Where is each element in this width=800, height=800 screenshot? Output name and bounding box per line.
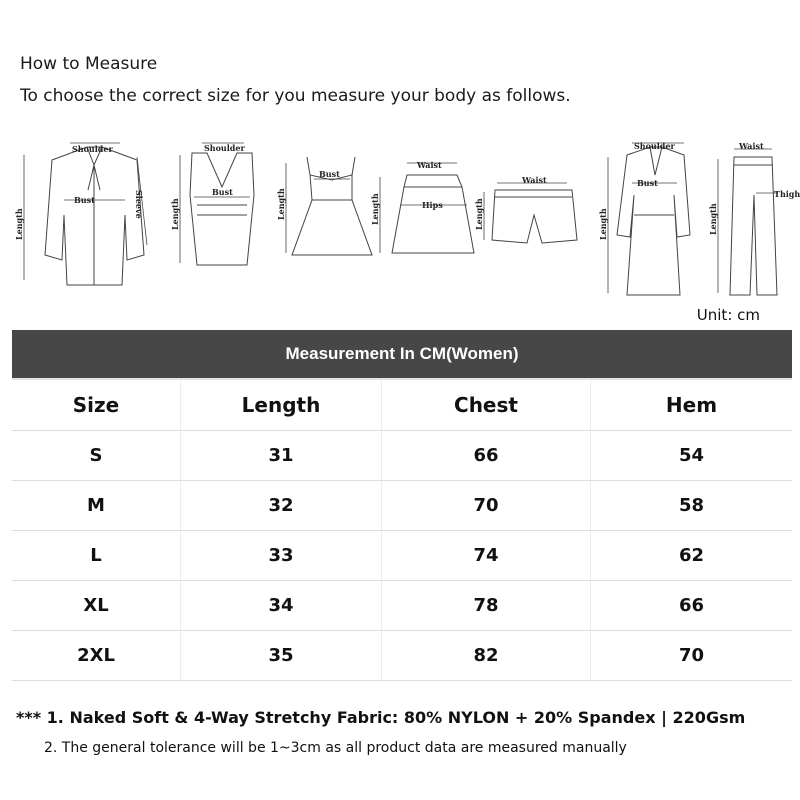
svg-text:Length: Length <box>170 198 180 230</box>
svg-text:Shoulder: Shoulder <box>204 143 245 153</box>
skirt-illustration <box>370 160 474 253</box>
length-cell: 32 <box>180 481 381 530</box>
svg-text:Bust: Bust <box>319 169 340 179</box>
size-cell: XL <box>83 595 109 616</box>
blouse-illustration <box>14 143 147 285</box>
svg-text:Sleeve: Sleeve <box>134 190 144 219</box>
page-subtitle: To choose the correct size for you measure your body as follows. <box>20 86 571 106</box>
svg-text:Shoulder: Shoulder <box>72 144 113 154</box>
chest-cell: 70 <box>381 481 590 530</box>
svg-text:Length: Length <box>14 208 24 240</box>
svg-text:Length: Length <box>276 188 286 220</box>
page-title: How to Measure <box>20 54 158 74</box>
trousers-illustration <box>708 141 800 295</box>
cami-dress-illustration <box>276 157 372 255</box>
hem-cell: 58 <box>590 481 792 530</box>
svg-text:Shoulder: Shoulder <box>634 141 675 151</box>
measurement-illustrations <box>12 135 800 305</box>
size-cell: L <box>90 545 102 566</box>
column-header-chest: Chest <box>381 380 590 430</box>
svg-text:Length: Length <box>598 208 608 240</box>
hem-cell: 62 <box>590 531 792 580</box>
table-title: Measurement In CM(Women) <box>12 330 792 378</box>
svg-text:Waist: Waist <box>522 175 547 185</box>
chest-cell: 78 <box>381 581 590 630</box>
hem-cell: 70 <box>590 631 792 680</box>
unit-label: Unit: cm <box>696 306 760 324</box>
svg-text:Length: Length <box>708 203 718 235</box>
table-row <box>12 531 792 581</box>
svg-text:Bust: Bust <box>74 195 95 205</box>
hem-cell: 66 <box>590 581 792 630</box>
svg-text:Waist: Waist <box>739 141 764 151</box>
size-cell: M <box>87 495 105 516</box>
svg-text:Bust: Bust <box>637 178 658 188</box>
length-cell: 33 <box>180 531 381 580</box>
chest-cell: 74 <box>381 531 590 580</box>
table-row <box>12 431 792 481</box>
svg-text:Waist: Waist <box>417 160 442 170</box>
svg-text:Length: Length <box>370 193 380 225</box>
trench-coat-illustration <box>598 141 690 295</box>
table-header-row <box>12 378 792 431</box>
column-header-hem: Hem <box>590 380 792 430</box>
shorts-illustration <box>474 175 577 243</box>
hem-cell: 54 <box>590 431 792 480</box>
fabric-note: *** 1. Naked Soft & 4-Way Stretchy Fabric: 80% NYLON + 20% Spandex | 220Gsm <box>16 708 746 727</box>
size-cell: 2XL <box>77 645 115 666</box>
size-chart-table <box>12 330 792 681</box>
table-row <box>12 631 792 681</box>
svg-text:Hips: Hips <box>422 200 443 210</box>
svg-text:Bust: Bust <box>212 187 233 197</box>
column-header-size: Size <box>72 393 120 417</box>
tolerance-note: 2. The general tolerance will be 1~3cm as all product data are measured manually <box>44 740 627 756</box>
svg-text:Thigh: Thigh <box>774 189 800 199</box>
table-row <box>12 481 792 531</box>
vest-illustration <box>170 143 254 265</box>
size-cell: S <box>89 445 103 466</box>
table-row <box>12 581 792 631</box>
length-cell: 35 <box>180 631 381 680</box>
length-cell: 34 <box>180 581 381 630</box>
column-header-length: Length <box>180 380 381 430</box>
chest-cell: 82 <box>381 631 590 680</box>
chest-cell: 66 <box>381 431 590 480</box>
length-cell: 31 <box>180 431 381 480</box>
svg-text:Length: Length <box>474 198 484 230</box>
